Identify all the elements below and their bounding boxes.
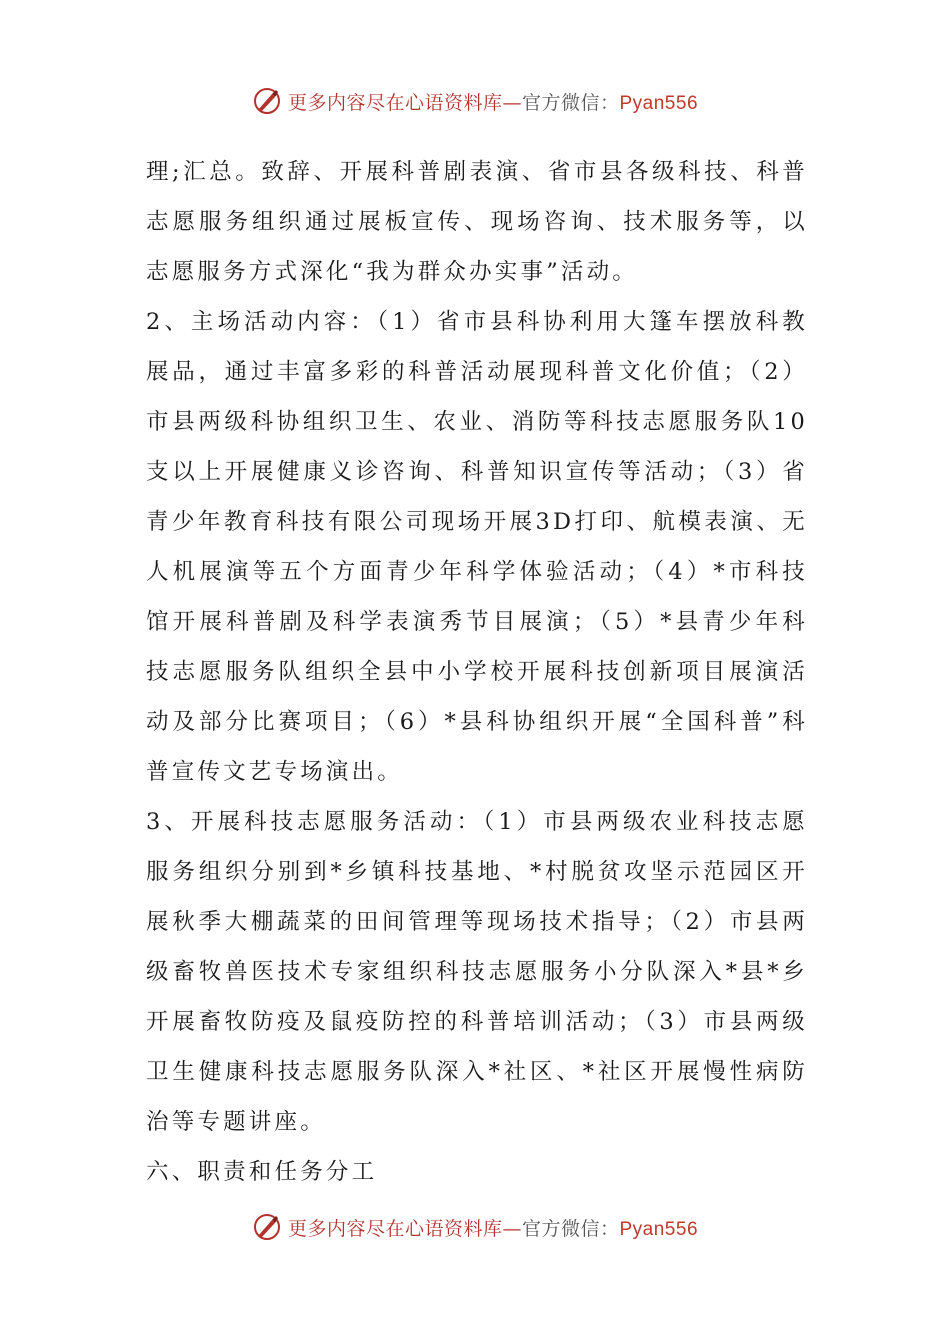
header-watermark xyxy=(0,86,950,116)
section-heading-responsibilities: 六、职责和任务分工 xyxy=(146,1159,378,1185)
footer-watermark xyxy=(0,1212,950,1242)
paragraph-main-activities: 2、主场活动内容：（1）省市县科协利用大篷车摆放科教展品，通过丰富多彩的科普活动展现科普文化价值；（2）市县两级科协组织卫生、农业、消防等科技志愿服务队10支以上开展健康义诊咨询、科普知识宣传等活动；（3）省青少年教育科技有限公司现场开展3D打印、航模表演、无人机展演等五个方面青少年科学体验活动；（4）*市科技馆开展科普剧及科学表演秀节目展演；（5）*县青少年科技志愿服务队组织全县中小学校开展科技创新项目展演活动及部分比赛项目；（6）*县科协组织开展“全国科普”科普宣传文艺专场演出。 xyxy=(146,309,808,785)
watermark-prefix: 更多内容尽在心语资料库— xyxy=(287,1217,522,1240)
watermark-wechat-id: Pyan556 xyxy=(619,92,699,114)
pen-logo-icon xyxy=(252,1212,282,1242)
watermark-text xyxy=(288,1214,698,1241)
watermark-prefix: 更多内容尽在心语资料库— xyxy=(287,91,522,114)
watermark-official: 官方微信： xyxy=(521,1217,620,1240)
paragraph-summary: 理;汇总。致辞、开展科普剧表演、省市县各级科技、科普志愿服务组织通过展板宣传、现场咨询、技术服务等，以志愿服务方式深化“我为群众办实事”活动。 xyxy=(146,159,808,285)
watermark-text xyxy=(288,88,698,115)
paragraph-volunteer-services: 3、开展科技志愿服务活动：（1）市县两级农业科技志愿服务组织分别到*乡镇科技基地、*村脱贫攻坚示范园区开展秋季大棚蔬菜的田间管理等现场技术指导；（2）市县两级畜牧兽医技术专家组织科技志愿服务小分队深入*县*乡开展畜牧防疫及鼠疫防控的科普培训活动；（3）市县两级卫生健康科技志愿服务队深入*社区、*社区开展慢性病防治等专题讲座。 xyxy=(146,809,808,1135)
watermark-wechat-id: Pyan556 xyxy=(619,1218,699,1240)
pen-logo-icon xyxy=(252,86,282,116)
watermark-official: 官方微信： xyxy=(521,91,620,114)
document-body xyxy=(146,147,808,1197)
